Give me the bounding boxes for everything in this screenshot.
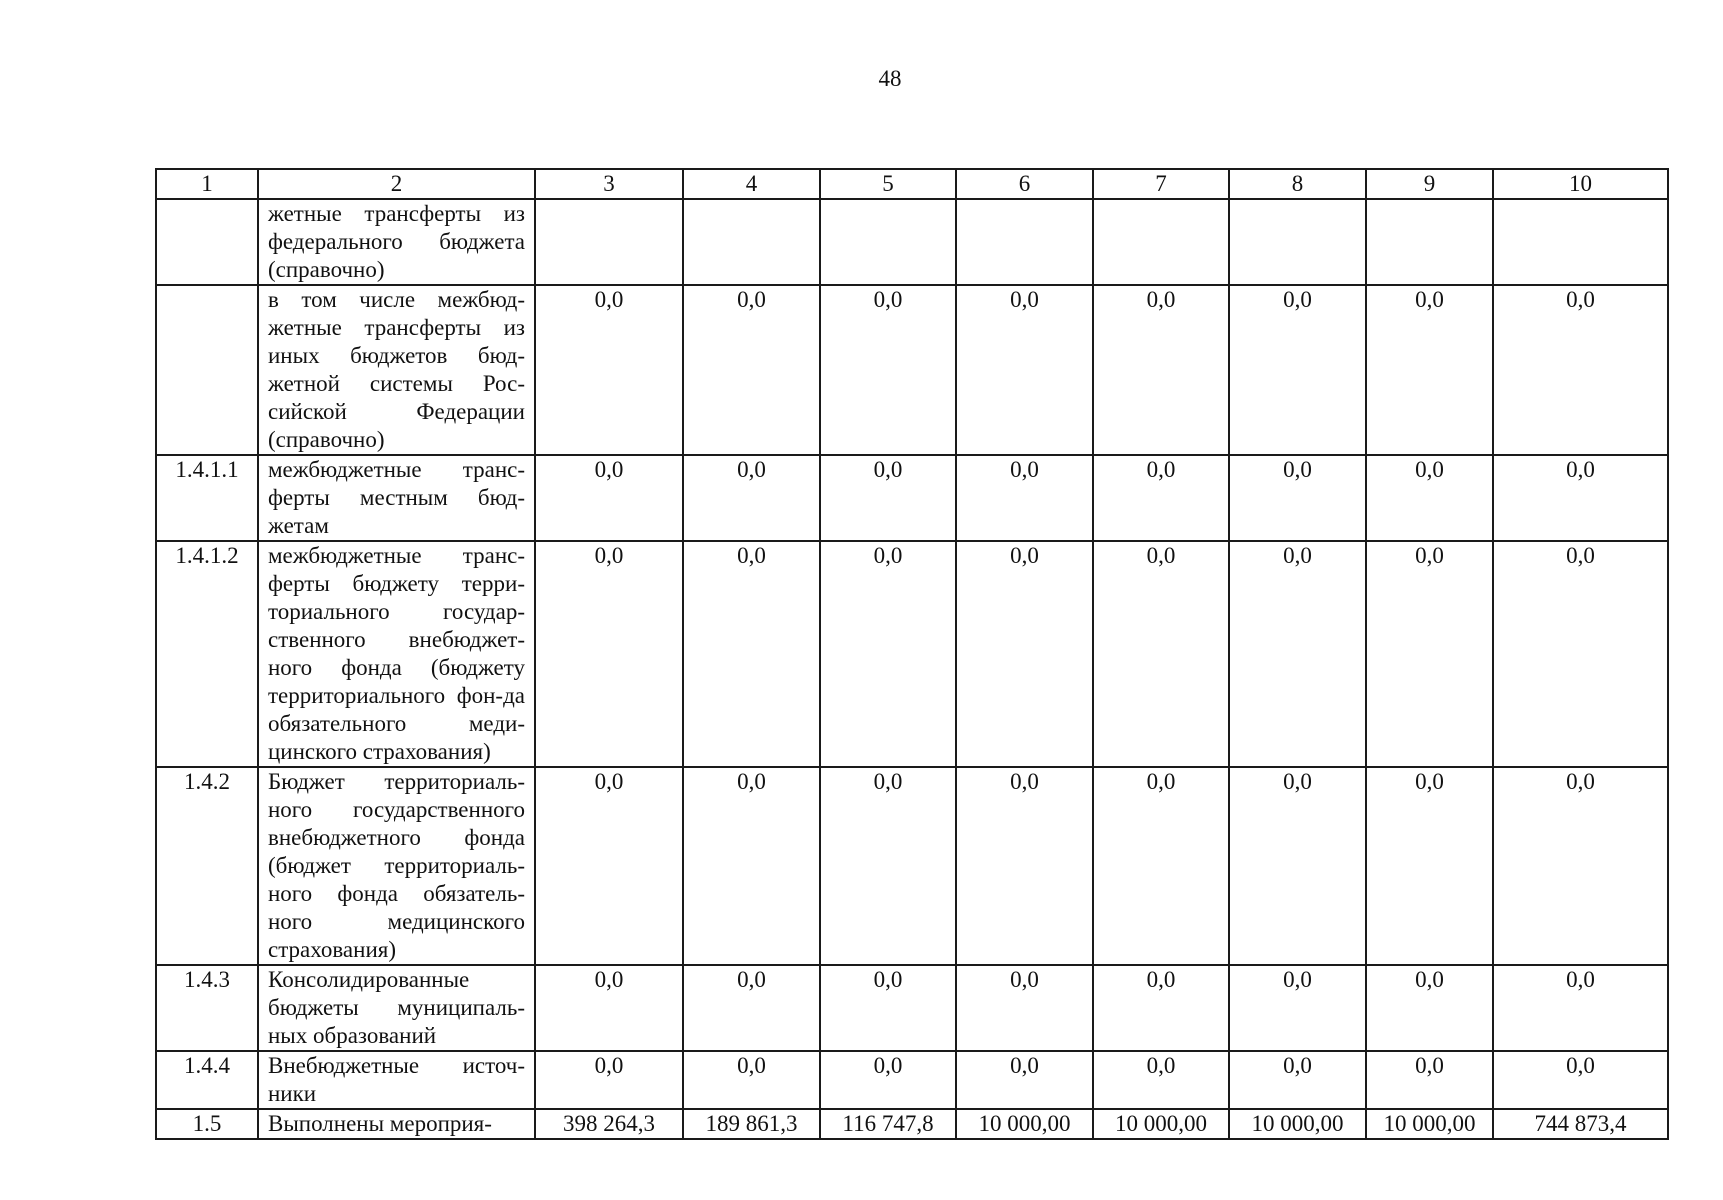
value-cell: 0,0 xyxy=(683,767,820,965)
value-cell: 10 000,00 xyxy=(1093,1109,1229,1139)
table-row xyxy=(156,767,1668,965)
value-cell: 0,0 xyxy=(1366,965,1493,1051)
value-cell xyxy=(1493,199,1668,285)
row-description: межбюджетные транс-ферты бюджету терри-ториального государ-ственного внебюджет-ного фонда (бюджету территориального фон-да обязательного меди-цинского страхования) xyxy=(258,541,535,767)
column-header: 3 xyxy=(535,169,683,199)
value-cell xyxy=(1229,199,1366,285)
value-cell: 0,0 xyxy=(1093,1051,1229,1109)
column-header: 10 xyxy=(1493,169,1668,199)
value-cell: 0,0 xyxy=(956,285,1093,455)
row-description: межбюджетные транс-ферты местным бюд-жетам xyxy=(258,455,535,541)
value-cell: 0,0 xyxy=(820,1051,956,1109)
value-cell: 0,0 xyxy=(820,541,956,767)
value-cell: 0,0 xyxy=(1493,285,1668,455)
column-header: 1 xyxy=(156,169,258,199)
row-number: 1.5 xyxy=(156,1109,258,1139)
table-row xyxy=(156,199,1668,285)
value-cell: 0,0 xyxy=(1093,541,1229,767)
table-row xyxy=(156,1109,1668,1139)
value-cell: 0,0 xyxy=(820,767,956,965)
value-cell: 0,0 xyxy=(1366,1051,1493,1109)
value-cell: 0,0 xyxy=(683,965,820,1051)
value-cell: 398 264,3 xyxy=(535,1109,683,1139)
table-header-row xyxy=(156,169,1668,199)
table-row xyxy=(156,455,1668,541)
row-number xyxy=(156,199,258,285)
value-cell: 0,0 xyxy=(1493,455,1668,541)
value-cell: 744 873,4 xyxy=(1493,1109,1668,1139)
value-cell: 10 000,00 xyxy=(956,1109,1093,1139)
value-cell: 0,0 xyxy=(1093,965,1229,1051)
row-number: 1.4.4 xyxy=(156,1051,258,1109)
column-header: 5 xyxy=(820,169,956,199)
value-cell: 0,0 xyxy=(535,285,683,455)
value-cell: 0,0 xyxy=(820,285,956,455)
value-cell: 0,0 xyxy=(956,541,1093,767)
value-cell: 10 000,00 xyxy=(1366,1109,1493,1139)
value-cell: 0,0 xyxy=(535,455,683,541)
row-number: 1.4.2 xyxy=(156,767,258,965)
value-cell: 116 747,8 xyxy=(820,1109,956,1139)
value-cell: 10 000,00 xyxy=(1229,1109,1366,1139)
value-cell: 0,0 xyxy=(535,1051,683,1109)
column-header: 4 xyxy=(683,169,820,199)
row-description: в том числе межбюд-жетные трансферты из иных бюджетов бюд-жетной системы Рос-сийской Федерации (справочно) xyxy=(258,285,535,455)
table-row xyxy=(156,1051,1668,1109)
value-cell xyxy=(820,199,956,285)
value-cell: 0,0 xyxy=(1093,455,1229,541)
value-cell: 0,0 xyxy=(820,965,956,1051)
column-header: 7 xyxy=(1093,169,1229,199)
row-number xyxy=(156,285,258,455)
row-number: 1.4.1.2 xyxy=(156,541,258,767)
value-cell: 0,0 xyxy=(1366,285,1493,455)
value-cell: 0,0 xyxy=(1493,1051,1668,1109)
value-cell: 0,0 xyxy=(683,285,820,455)
page-number: 48 xyxy=(878,66,902,91)
value-cell: 0,0 xyxy=(1366,541,1493,767)
value-cell: 0,0 xyxy=(535,767,683,965)
value-cell xyxy=(1366,199,1493,285)
value-cell: 0,0 xyxy=(956,455,1093,541)
value-cell xyxy=(1093,199,1229,285)
value-cell: 0,0 xyxy=(820,455,956,541)
value-cell: 189 861,3 xyxy=(683,1109,820,1139)
value-cell: 0,0 xyxy=(1493,767,1668,965)
value-cell: 0,0 xyxy=(535,541,683,767)
row-description: жетные трансферты из федерального бюджета (справочно) xyxy=(258,199,535,285)
table-row xyxy=(156,965,1668,1051)
row-description: Бюджет территориаль-ного государственного внебюджетного фонда (бюджет территориаль-ного фонда обязатель-ного медицинского страхования) xyxy=(258,767,535,965)
table-row xyxy=(156,541,1668,767)
value-cell: 0,0 xyxy=(683,1051,820,1109)
column-header: 6 xyxy=(956,169,1093,199)
value-cell: 0,0 xyxy=(1093,767,1229,965)
value-cell: 0,0 xyxy=(683,455,820,541)
value-cell: 0,0 xyxy=(1229,285,1366,455)
value-cell: 0,0 xyxy=(1229,455,1366,541)
value-cell: 0,0 xyxy=(956,965,1093,1051)
value-cell: 0,0 xyxy=(956,1051,1093,1109)
value-cell: 0,0 xyxy=(1229,1051,1366,1109)
value-cell: 0,0 xyxy=(1229,965,1366,1051)
row-number: 1.4.3 xyxy=(156,965,258,1051)
row-description: Внебюджетные источ-ники xyxy=(258,1051,535,1109)
column-header: 9 xyxy=(1366,169,1493,199)
value-cell: 0,0 xyxy=(1493,541,1668,767)
value-cell xyxy=(956,199,1093,285)
column-header: 8 xyxy=(1229,169,1366,199)
budget-table xyxy=(155,168,1669,1140)
row-description: Выполнены мероприя- xyxy=(258,1109,535,1139)
value-cell: 0,0 xyxy=(1493,965,1668,1051)
value-cell: 0,0 xyxy=(1093,285,1229,455)
table-row xyxy=(156,285,1668,455)
value-cell: 0,0 xyxy=(1366,767,1493,965)
row-number: 1.4.1.1 xyxy=(156,455,258,541)
value-cell xyxy=(535,199,683,285)
value-cell: 0,0 xyxy=(1366,455,1493,541)
value-cell xyxy=(683,199,820,285)
value-cell: 0,0 xyxy=(1229,541,1366,767)
column-header: 2 xyxy=(258,169,535,199)
row-description: Консолидированные бюджеты муниципаль-ных образований xyxy=(258,965,535,1051)
value-cell: 0,0 xyxy=(956,767,1093,965)
value-cell: 0,0 xyxy=(1229,767,1366,965)
value-cell: 0,0 xyxy=(683,541,820,767)
value-cell: 0,0 xyxy=(535,965,683,1051)
